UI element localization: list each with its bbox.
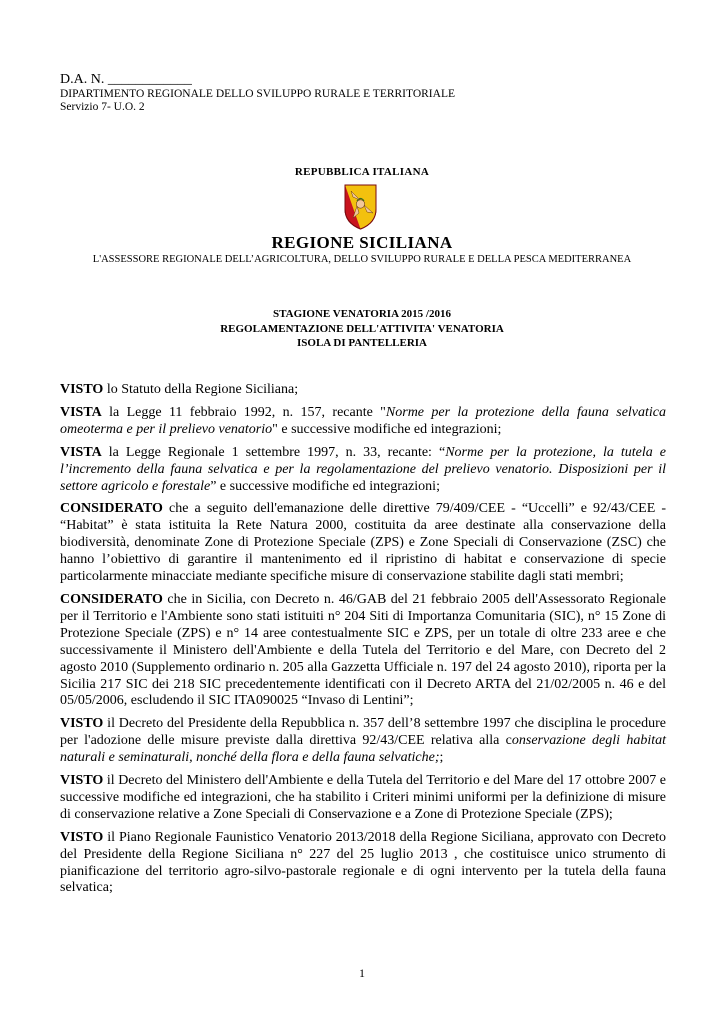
paragraph-text: la Legge Regionale 1 settembre 1997, n. 33, recante: “: [101, 444, 446, 460]
paragraph: [60, 773, 666, 824]
paragraph-text: la Legge 11 febbraio 1992, n. 157, recante ": [101, 404, 386, 420]
paragraph-text: il Piano Regionale Faunistico Venatorio 2013/2018 della Regione Siciliana, approvato con Decreto del Presidente della Regione Siciliana n° 227 del 25 luglio 2013 , che costituisce unico strumento di pianificazione del territorio agro-silvo-pastorale regionale e di ogni intervento per la tutela della fauna selvatica;: [60, 829, 666, 896]
paragraph-lead: VISTO: [60, 829, 104, 845]
paragraph-lead: VISTO: [60, 716, 104, 732]
paragraph-lead: CONSIDERATO: [60, 501, 163, 517]
paragraph-text: il Decreto del Presidente della Repubblica n. 357 dell’8 settembre 1997 che disciplina le procedure per l'adozione delle misure previste dalla direttiva 92/43/CEE relativa alla c: [60, 716, 666, 749]
header-block: [60, 72, 455, 114]
paragraph: [60, 501, 666, 586]
paragraph-text: ;: [439, 750, 444, 766]
italic-citation: Norme per la protezione della fauna selvatica omeoterma e per il prelievo venatorio: [60, 404, 667, 437]
department-name: DIPARTIMENTO REGIONALE DELLO SVILUPPO RURALE E TERRITORIALE: [60, 88, 455, 100]
paragraph: [60, 382, 666, 399]
paragraph: [60, 592, 666, 710]
paragraph: [60, 830, 666, 898]
dan-number: D.A. N. ____________: [60, 72, 192, 87]
paragraph-text: che a seguito dell'emanazione delle direttive 79/409/CEE - “Uccelli” e 92/43/CEE - “Habitat” è stata istituita la Rete Natura 2000, costituita da aree destinate alla conservazione della biodiversità, denominate Zone di Protezione Speciale (ZPS) e Zone Speciali di Conservazione (ZSC) che hanno l’obiettivo di garantire il mantenimento ed il ripristino di habitat e conservazione di specie particolarmente minacciate mediante specifiche misure di conservazione stabilite dagli stati membri;: [60, 501, 666, 585]
italic-citation: Norme per la protezione, la tutela e l’incremento della fauna selvatica e per la regolamentazione del prelievo venatorio. Disposizioni per il settore agricolo e forestale: [60, 444, 667, 494]
paragraph-text: lo Statuto della Regione Siciliana;: [103, 382, 299, 397]
title-line-1: STAGIONE VENATORIA 2015 /2016: [273, 308, 451, 320]
trinacria-shield-icon: [343, 183, 378, 231]
italic-citation: onservazione degli habitat naturali e seminaturali, nonché della flora e della fauna selvatiche;: [60, 733, 667, 766]
paragraph: [60, 716, 666, 767]
paragraph-text: " e successive modifiche ed integrazioni;: [272, 421, 502, 437]
paragraph: [60, 405, 666, 439]
title-line-2: REGOLAMENTAZIONE DELL'ATTIVITA' VENATORIA: [220, 322, 504, 335]
paragraph-lead: VISTO: [60, 382, 104, 397]
document-body: [60, 382, 666, 903]
paragraph-lead: VISTA: [60, 404, 102, 420]
paragraph-text: che in Sicilia, con Decreto n. 46/GAB del 21 febbraio 2005 dell'Assessorato Regionale per il Territorio e l'Ambiente sono stati istituiti n° 204 Siti di Importanza Comunitaria (SIC), n° 15 Zone di Protezione Speciale (ZPS) e n° 14 aree contestualmente SIC e ZPS, per un totale di oltre 233 aree e che successivamente il Ministero dell'Ambiente e della Tutela del Territorio e del Mare, con Decreto del 2 agosto 2010 (Supplemento ordinario n. 205 alla Gazzetta Ufficiale n. 197 del 24 agosto 2010), riporta per la Sicilia 217 SIC dei 218 SIC precedentemente identificati con il Decreto ARTA del 21/02/2005 n. 46 e del 05/05/2006, escludendo il SIC ITA090025 “Invaso di Lentini”;: [60, 591, 666, 709]
paragraph-text: ” e successive modifiche ed integrazioni;: [210, 478, 440, 494]
paragraph-text: il Decreto del Ministero dell'Ambiente e della Tutela del Territorio e del Mare del 17 ottobre 2007 e successive modifiche ed integrazioni, che ha stabilito i Criteri minimi uniformi per la definizione di misure di conservazione relative a Zone Speciali di Conservazione e a Zone di Protezione Speciale (ZPS);: [60, 773, 666, 822]
service-name: Servizio 7- U.O. 2: [60, 101, 145, 113]
paragraph: [60, 445, 666, 496]
page-number: 1: [359, 966, 365, 980]
assessore-heading: L'ASSESSORE REGIONALE DELL’AGRICOLTURA, DELLO SVILUPPO RURALE E DELLA PESCA MEDITERRANEA: [92, 254, 632, 265]
document-title: [0, 307, 724, 351]
title-line-3: ISOLA DI PANTELLERIA: [297, 337, 427, 349]
paragraph-lead: VISTA: [60, 444, 102, 460]
region-heading: REGIONE SICILIANA: [271, 233, 453, 252]
republic-heading: REPUBBLICA ITALIANA: [294, 166, 430, 178]
paragraph-lead: VISTO: [60, 773, 104, 789]
paragraph-lead: CONSIDERATO: [60, 591, 163, 607]
